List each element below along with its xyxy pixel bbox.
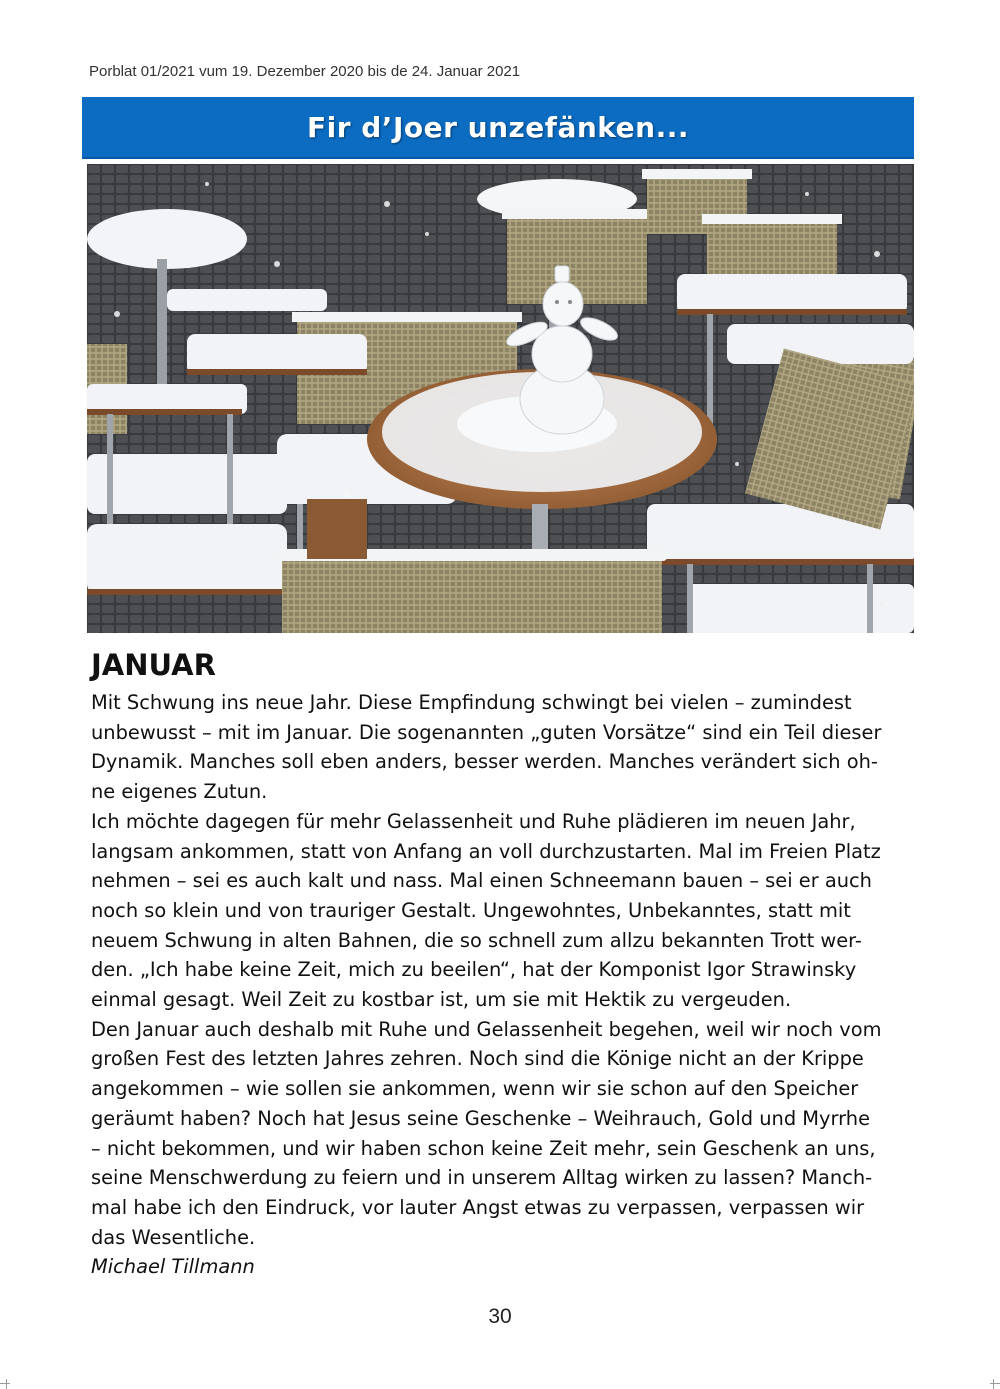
body-line: angekommen – wie sollen sie ankommen, wenn wir sie schon auf den Speicher bbox=[91, 1077, 859, 1101]
body-line: geräumt haben? Noch hat Jesus seine Geschenke – Weihrauch, Gold und Myrrhe bbox=[91, 1106, 870, 1130]
body-line: großen Fest des letzten Jahres zehren. Noch sind die Könige nicht an der Krippe bbox=[91, 1047, 864, 1071]
body-line: – nicht bekommen, und wir haben schon keine Zeit mehr, sein Geschenk an uns, bbox=[91, 1136, 876, 1160]
page-number: 30 bbox=[488, 1305, 512, 1328]
body-line: nehmen – sei es auch kalt und nass. Mal einen Schneemann bauen – sei er auch bbox=[91, 869, 872, 893]
article-body bbox=[91, 688, 906, 1282]
issue-header: Porblat 01/2021 vum 19. Dezember 2020 bis de 24. Januar 2021 bbox=[89, 63, 521, 80]
title-banner bbox=[82, 97, 914, 159]
body-line: das Wesentliche. bbox=[91, 1225, 256, 1249]
crop-mark bbox=[990, 1383, 1000, 1384]
snowman-photo bbox=[87, 164, 914, 633]
body-line: seine Menschwerdung zu feiern und in unserem Alltag wirken zu lassen? Manch- bbox=[91, 1166, 873, 1190]
body-line: noch so klein und von trauriger Gestalt. Ungewohntes, Unbekanntes, statt mit bbox=[91, 898, 851, 922]
body-line: Dynamik. Manches soll eben anders, besser werden. Manches verändert sich oh- bbox=[91, 750, 878, 774]
banner-title: Fir d’Joer unzefänken... bbox=[306, 110, 690, 144]
body-line: Den Januar auch deshalb mit Ruhe und Gelassenheit begehen, weil wir noch vom bbox=[91, 1017, 882, 1041]
crop-mark bbox=[0, 1383, 10, 1384]
article-author: Michael Tillmann bbox=[91, 1255, 255, 1279]
article-heading: JANUAR bbox=[91, 648, 216, 682]
body-line: neuem Schwung in alten Bahnen, die so schnell zum allzu bekannten Trott wer- bbox=[91, 928, 862, 952]
crop-mark bbox=[993, 1379, 994, 1389]
body-line: ne eigenes Zutun. bbox=[91, 780, 268, 804]
body-line: Mit Schwung ins neue Jahr. Diese Empfindung schwingt bei vielen – zumindest bbox=[91, 691, 852, 714]
body-line: mal habe ich den Eindruck, vor lauter Angst etwas zu verpassen, verpassen wir bbox=[91, 1195, 865, 1219]
body-line: einmal gesagt. Weil Zeit zu kostbar ist, um sie mit Hektik zu vergeuden. bbox=[91, 988, 792, 1012]
body-line: langsam ankommen, statt von Anfang an voll durchzustarten. Mal im Freien Platz bbox=[91, 839, 881, 863]
body-line: Ich möchte dagegen für mehr Gelassenheit und Ruhe plädieren im neuen Jahr, bbox=[91, 809, 856, 833]
crop-mark bbox=[6, 1379, 7, 1389]
body-line: unbewusst – mit im Januar. Die sogenannten „guten Vorsätze“ sind ein Teil dieser bbox=[91, 720, 882, 744]
body-line: den. „Ich habe keine Zeit, mich zu beeilen“, hat der Komponist Igor Strawinsky bbox=[91, 958, 857, 982]
